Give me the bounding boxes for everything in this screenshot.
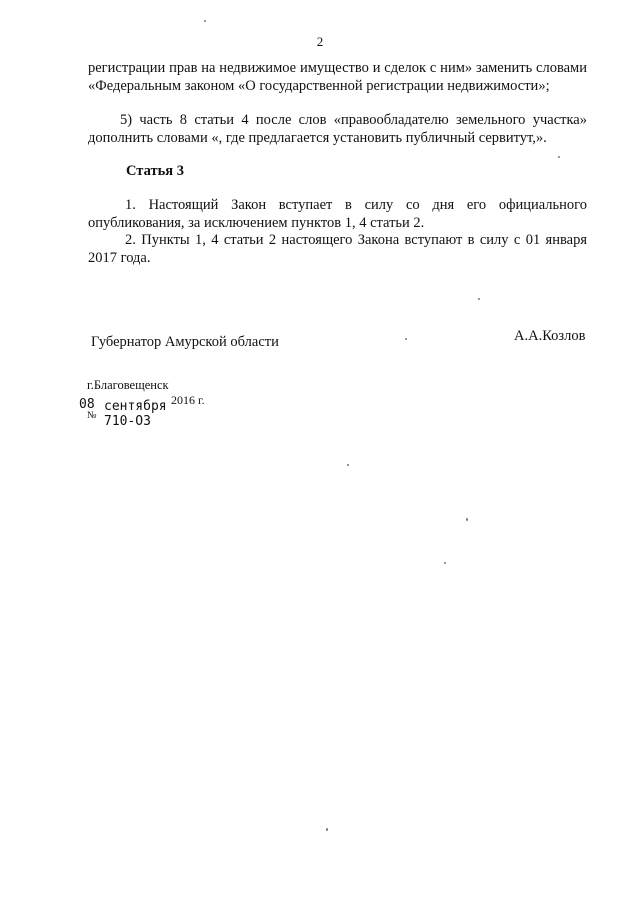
scan-speck xyxy=(204,20,206,22)
signature-name: А.А.Козлов xyxy=(514,328,586,344)
stamp-law-number: 710-ОЗ xyxy=(104,414,151,429)
stamp-number-sign: № xyxy=(87,410,97,421)
paragraph-continuation: регистрации прав на недвижимое имущество и сделок с ним» заменить словами «Федеральным законом «О государственной регистрации недвижимости»; xyxy=(88,60,587,94)
paragraph-item-5: 5) часть 8 статьи 4 после слов «правообладателю земельного участка» дополнить словами «, где предлагается установить публичный сервитут,». xyxy=(88,112,587,146)
page-number: 2 xyxy=(316,34,324,49)
scan-speck xyxy=(405,338,407,340)
stamp-date-day: 08 xyxy=(79,397,95,412)
scan-speck xyxy=(347,464,349,466)
scan-speck xyxy=(478,298,480,300)
scan-speck xyxy=(558,156,560,158)
scan-speck xyxy=(444,562,446,564)
stamp-date-year: 2016 г. xyxy=(171,393,205,407)
scan-speck xyxy=(466,518,468,521)
paragraph-article3-item1: 1. Настоящий Закон вступает в силу со дня его официального опубликования, за исключением пунктов 1, 4 статьи 2. xyxy=(88,197,587,231)
place-of-signing: г.Благовещенск xyxy=(87,378,169,392)
stamp-date-month: сентября xyxy=(104,399,167,414)
paragraph-article3-item2: 2. Пункты 1, 4 статьи 2 настоящего Закона вступают в силу с 01 января 2017 года. xyxy=(88,232,587,266)
article-title: Статья 3 xyxy=(126,163,184,179)
scan-speck xyxy=(326,828,328,831)
signature-title: Губернатор Амурской области xyxy=(91,334,279,350)
